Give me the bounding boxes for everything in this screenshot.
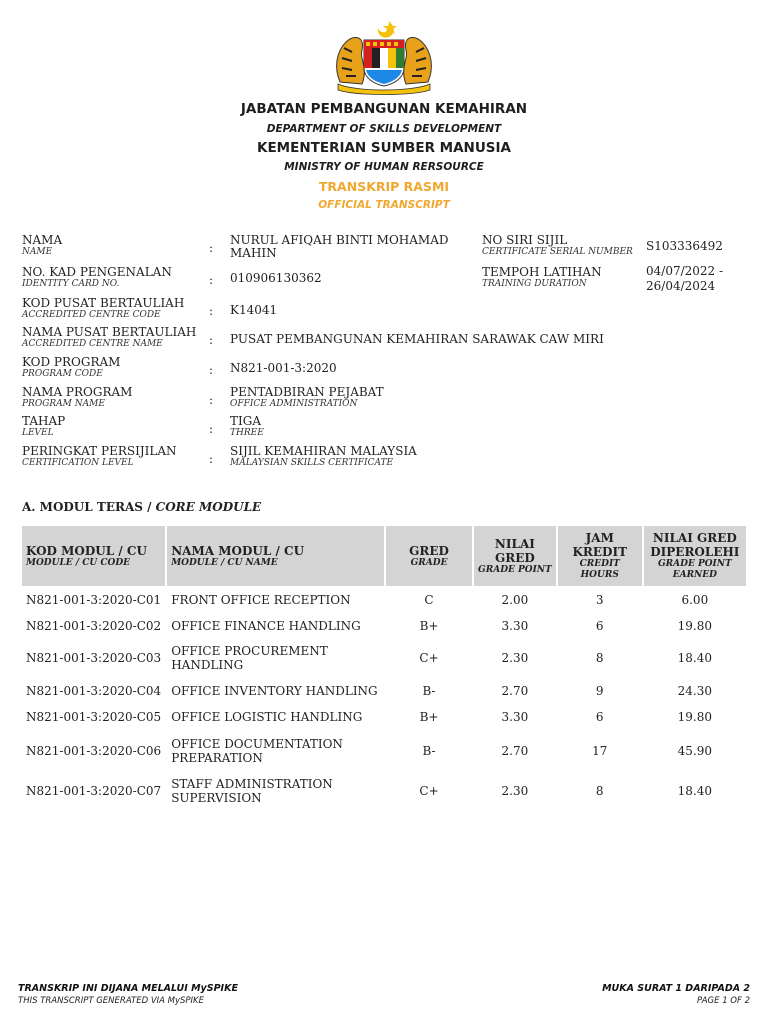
info-value-en: OFFICE ADMINISTRATION <box>230 399 358 409</box>
info-value: K14041 <box>230 303 278 317</box>
cell-credit: 6 <box>595 710 604 724</box>
colon: : <box>209 452 214 466</box>
footer-generated-en: THIS TRANSCRIPT GENERATED VIA MySPIKE <box>18 996 204 1006</box>
table-row <box>22 638 746 678</box>
section-title <box>22 500 261 514</box>
cell-grade: B+ <box>419 710 439 724</box>
cell-earned: 19.80 <box>677 619 713 633</box>
info-serial-label <box>482 234 633 258</box>
table-row <box>22 586 746 614</box>
info-label: TAHAP <box>22 414 66 428</box>
colon: : <box>209 273 214 287</box>
info-label-en: ACCREDITED CENTRE NAME <box>22 339 163 349</box>
info-label-en: IDENTITY CARD NO. <box>22 279 120 289</box>
info-value-en: MALAYSIAN SKILLS CERTIFICATE <box>230 458 394 468</box>
cell-earned: 18.40 <box>677 651 713 665</box>
cell-earned: 24.30 <box>677 683 713 698</box>
cell-grade: B- <box>422 744 436 758</box>
colon: : <box>209 422 214 436</box>
document-title-en: OFFICIAL TRANSCRIPT <box>318 199 450 211</box>
cell-grade: B- <box>422 683 436 698</box>
header-grade-point-earned: NILAI GRED DIPEROLEHI GRADE POINT EARNED <box>644 526 746 586</box>
cell-name: OFFICE DOCUMENTATION PREPARATION <box>171 737 343 765</box>
colon: : <box>209 393 214 407</box>
info-label-en: TRAINING DURATION <box>482 279 587 289</box>
document-title: TRANSKRIP RASMI <box>318 179 450 194</box>
cell-code: N821-001-3:2020-C06 <box>26 744 162 758</box>
cell-earned: 6.00 <box>681 593 709 607</box>
cell-earned: 45.90 <box>677 744 713 758</box>
colon: : <box>209 333 214 347</box>
info-label: NAMA <box>22 233 63 247</box>
cell-credit: 6 <box>595 619 604 633</box>
cell-credit: 8 <box>595 651 604 665</box>
cell-grade: C+ <box>419 651 439 665</box>
page-number-ms: MUKA SURAT 1 DARIPADA 2 <box>602 983 750 994</box>
info-label: TEMPOH LATIHAN <box>482 265 602 279</box>
info-label: NAMA PROGRAM <box>22 385 133 399</box>
info-label: PERINGKAT PERSIJILAN <box>22 444 177 458</box>
cell-name: OFFICE INVENTORY HANDLING <box>171 683 378 698</box>
info-value: N821-001-3:2020 <box>230 361 337 375</box>
cell-credit: 9 <box>595 683 604 698</box>
cell-code: N821-001-3:2020-C03 <box>26 651 162 665</box>
info-value-en: THREE <box>230 428 264 438</box>
cell-earned: 18.40 <box>677 784 713 798</box>
cell-grade: B+ <box>419 619 439 633</box>
cell-grade: C+ <box>419 784 439 798</box>
info-label: NO SIRI SIJIL <box>482 233 568 247</box>
table-row <box>22 731 746 771</box>
cell-name: FRONT OFFICE RECEPTION <box>171 593 351 607</box>
info-label: KOD PUSAT BERTAULIAH <box>22 296 185 310</box>
header-module-name: NAMA MODUL / CU MODULE / CU NAME <box>167 526 384 586</box>
cell-point: 2.70 <box>501 744 529 758</box>
cell-name: OFFICE PROCUREMENT HANDLING <box>171 644 328 672</box>
cell-point: 2.30 <box>501 784 529 798</box>
cell-code: N821-001-3:2020-C07 <box>26 784 162 798</box>
info-value: NURUL AFIQAH BINTI MOHAMAD MAHIN <box>230 233 449 260</box>
cell-credit: 17 <box>592 744 608 758</box>
cell-name: STAFF ADMINISTRATION SUPERVISION <box>171 777 333 805</box>
cell-earned: 19.80 <box>677 710 713 724</box>
department-title: JABATAN PEMBANGUNAN KEMAHIRAN <box>240 101 528 117</box>
colon: : <box>209 363 214 377</box>
header-module-code: KOD MODUL / CU MODULE / CU CODE <box>22 526 165 586</box>
cell-point: 2.00 <box>501 593 529 607</box>
info-label-en: LEVEL <box>22 428 54 438</box>
cell-code: N821-001-3:2020-C04 <box>26 683 162 698</box>
info-value: 010906130362 <box>230 271 322 285</box>
cell-credit: 3 <box>595 593 604 607</box>
table-row <box>22 771 746 811</box>
ministry-title-en: MINISTRY OF HUMAN RERSOURCE <box>284 161 484 173</box>
table-row <box>22 703 746 731</box>
section-prefix: A. MODUL TERAS / <box>22 500 156 514</box>
cell-point: 3.30 <box>501 710 529 724</box>
info-label-en: ACCREDITED CENTRE CODE <box>22 310 161 320</box>
ministry-title: KEMENTERIAN SUMBER MANUSIA <box>257 140 511 156</box>
info-label-en: CERTIFICATION LEVEL <box>22 458 134 468</box>
info-label: KOD PROGRAM <box>22 355 121 369</box>
footer-right <box>602 982 750 1007</box>
info-value: SIJIL KEMAHIRAN MALAYSIA <box>230 444 417 458</box>
info-value: PUSAT PEMBANGUNAN KEMAHIRAN SARAWAK CAW MIRI <box>230 332 604 346</box>
department-title-en: DEPARTMENT OF SKILLS DEVELOPMENT <box>266 123 502 135</box>
page-number-en: PAGE 1 OF 2 <box>697 996 750 1006</box>
info-value: TIGA <box>230 414 261 428</box>
info-label-en: NAME <box>22 247 53 257</box>
training-duration-value: 04/07/2022 - 26/04/2024 <box>646 264 724 293</box>
cell-code: N821-001-3:2020-C01 <box>26 593 162 607</box>
table-header-row <box>22 526 746 586</box>
core-module-table <box>20 526 748 811</box>
malaysia-coat-of-arms-icon <box>326 18 442 96</box>
cell-point: 2.70 <box>501 683 529 698</box>
cell-code: N821-001-3:2020-C02 <box>26 619 162 633</box>
header-grade: GRED GRADE <box>386 526 472 586</box>
colon: : <box>209 304 214 318</box>
header-grade-point: NILAI GRED GRADE POINT <box>474 526 556 586</box>
footer-generated-ms: TRANSKRIP INI DIJANA MELALUI MySPIKE <box>18 983 238 994</box>
cell-grade: C <box>424 593 434 607</box>
cell-credit: 8 <box>595 784 604 798</box>
table-row <box>22 678 746 703</box>
colon: : <box>209 241 214 255</box>
cell-name: OFFICE FINANCE HANDLING <box>171 619 361 633</box>
section-title-en: CORE MODULE <box>155 500 262 514</box>
cell-code: N821-001-3:2020-C05 <box>26 710 162 724</box>
cell-name: OFFICE LOGISTIC HANDLING <box>171 710 363 724</box>
cell-point: 3.30 <box>501 619 529 633</box>
info-label-en: PROGRAM CODE <box>22 369 103 379</box>
certificate-serial-value: S103336492 <box>646 239 723 253</box>
info-label-en: PROGRAM NAME <box>22 399 105 409</box>
info-label: NO. KAD PENGENALAN <box>22 265 172 279</box>
cell-point: 2.30 <box>501 651 529 665</box>
header-credit-hours: JAM KREDIT CREDIT HOURS <box>558 526 642 586</box>
footer-left <box>18 982 238 1007</box>
info-label: NAMA PUSAT BERTAULIAH <box>22 325 197 339</box>
info-label-en: CERTIFICATE SERIAL NUMBER <box>482 247 633 257</box>
info-value: PENTADBIRAN PEJABAT <box>230 385 384 399</box>
info-duration-label <box>482 266 602 290</box>
table-row <box>22 614 746 638</box>
